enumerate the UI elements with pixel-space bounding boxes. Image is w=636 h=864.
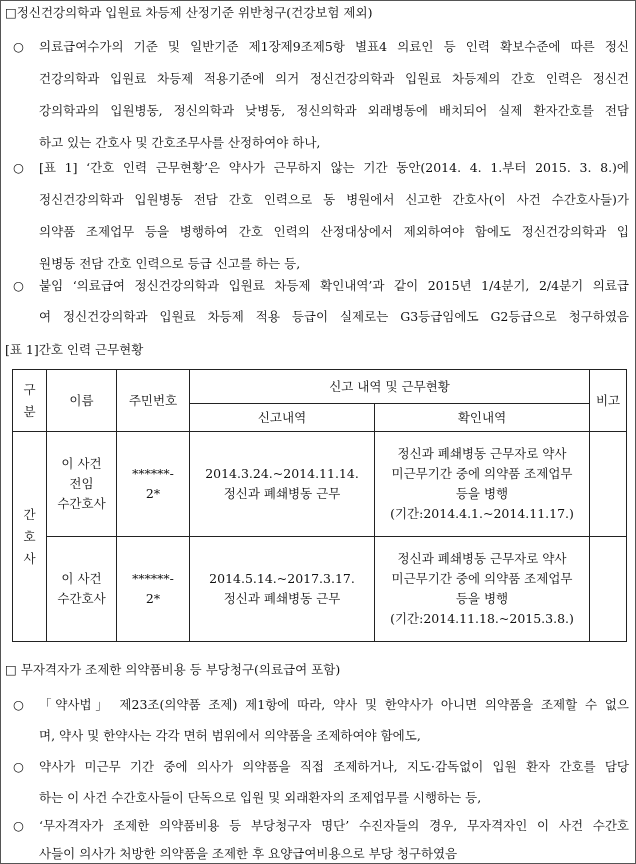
cell-remarks bbox=[590, 537, 627, 642]
staff-table bbox=[12, 369, 627, 642]
bullet-circle: ○ bbox=[13, 818, 24, 833]
paragraph-line: 강의학과의 입원병동, 정신의학과 낮병동, 정신의학과 외래병동에 배치되어 실제 환자간호를 전담 bbox=[39, 103, 629, 118]
header-id-number: 주민번호 bbox=[117, 370, 190, 432]
group-label-nurse: 간호사 bbox=[13, 432, 47, 642]
paragraph-line: ‘무자격자가 조제한 의약품비용 등 부당청구자 명단’ 수진자들의 경우, 무자격자인 이 사건 수간호 bbox=[39, 818, 629, 833]
table-caption: [표 1]간호 인력 근무현황 bbox=[5, 342, 144, 357]
cell-confirmed: 정신과 폐쇄병동 근무자로 약사 미근무기간 중에 의약품 조제업무 등을 병행 (기간:2014.4.1.~2014.11.17.) bbox=[375, 432, 590, 537]
paragraph-line: 의료급여수가의 기준 및 일반기준 제1장제9조제5항 별표4 의료인 등 인력 확보수준에 따른 정신 bbox=[39, 39, 629, 54]
paragraph-line: 「약사법」 제23조(의약품 조제) 제1항에 따라, 약사 및 한약사가 아니면 의약품을 조제할 수 없으 bbox=[39, 697, 629, 712]
table-row bbox=[13, 432, 627, 537]
paragraph-line: 약사가 미근무 기간 중에 의사가 의약품을 직접 조제하거나, 지도·감독없이 입원 환자 간호를 담당 bbox=[39, 759, 629, 774]
section-heading-unlicensed-dispensing: □ 무자격자가 조제한 의약품비용 등 부당청구(의료급여 포함) bbox=[5, 662, 341, 677]
bullet-circle: ○ bbox=[13, 697, 24, 712]
cell-confirmed: 정신과 폐쇄병동 근무자로 약사 미근무기간 중에 의약품 조제업무 등을 병행 (기간:2014.11.18.~2015.3.8.) bbox=[375, 537, 590, 642]
header-report-group: 신고 내역 및 근무현황 bbox=[190, 370, 590, 404]
header-confirmed: 확인내역 bbox=[375, 404, 590, 432]
cell-id-number: ******- 2* bbox=[117, 537, 190, 642]
paragraph-line: 사들이 의사가 처방한 의약품을 조제한 후 요양급여비용으로 부당 청구하였음 bbox=[39, 846, 458, 861]
section-heading-psychiatry: □정신건강의학과 입원료 차등제 산정기준 위반청구(건강보험 제외) bbox=[5, 5, 373, 20]
table-row bbox=[13, 537, 627, 642]
bullet-circle: ○ bbox=[13, 278, 24, 293]
cell-name: 이 사건 전임 수간호사 bbox=[47, 432, 117, 537]
bullet-circle: ○ bbox=[13, 160, 24, 175]
paragraph-line: 건강의학과 입원료 차등제 적용기준에 의거 정신건강의학과 입원료 차등제의 간호 인력은 정신건 bbox=[39, 71, 629, 86]
cell-name: 이 사건 수간호사 bbox=[47, 537, 117, 642]
paragraph-line: 붙임 ‘의료급여 정신건강의학과 입원료 차등제 확인내역’과 같이 2015년 1/4분기, 2/4분기 의료급 bbox=[39, 278, 629, 293]
header-name: 이름 bbox=[47, 370, 117, 432]
bullet-circle: ○ bbox=[13, 39, 24, 54]
paragraph-line: 며, 약사 및 한약사는 각각 면허 범위에서 의약품을 조제하여야 함에도, bbox=[39, 728, 421, 743]
paragraph-line: 여 정신건강의학과 입원료 차등제 적용 등급이 실제로는 G3등급임에도 G2등급으로 청구하였음 bbox=[39, 309, 629, 324]
paragraph-line: 원병동 전담 간호 인력으로 등급 신고를 하는 등, bbox=[39, 256, 301, 271]
cell-reported: 2014.3.24.~2014.11.14. 정신과 폐쇄병동 근무 bbox=[190, 432, 375, 537]
cell-reported: 2014.5.14.~2017.3.17. 정신과 폐쇄병동 근무 bbox=[190, 537, 375, 642]
paragraph-line: 하고 있는 간호사 및 간호조무사를 산정하여야 하나, bbox=[39, 135, 321, 150]
bullet-circle: ○ bbox=[13, 759, 24, 774]
header-remarks: 비고 bbox=[590, 370, 627, 432]
paragraph-line: 의약품 조제업무 등을 병행하여 간호 인력의 산정대상에서 제외하여야 함에도 정신건강의학과 입 bbox=[39, 224, 629, 239]
cell-remarks bbox=[590, 432, 627, 537]
paragraph-line: 하는 이 사건 수간호사들이 단독으로 입원 및 외래환자의 조제업무를 시행하는 등, bbox=[39, 790, 482, 805]
header-category: 구분 bbox=[13, 370, 47, 432]
paragraph-line: 정신건강의학과 입원병동 전담 간호 인력으로 동 병원에서 신고한 간호사(이 사건 수간호사들)가 bbox=[39, 192, 629, 207]
paragraph-line: [표 1] ‘간호 인력 근무현황’은 약사가 근무하지 않는 기간 동안(2014. 4. 1.부터 2015. 3. 8.)에 bbox=[39, 160, 629, 175]
header-reported: 신고내역 bbox=[190, 404, 375, 432]
cell-id-number: ******- 2* bbox=[117, 432, 190, 537]
